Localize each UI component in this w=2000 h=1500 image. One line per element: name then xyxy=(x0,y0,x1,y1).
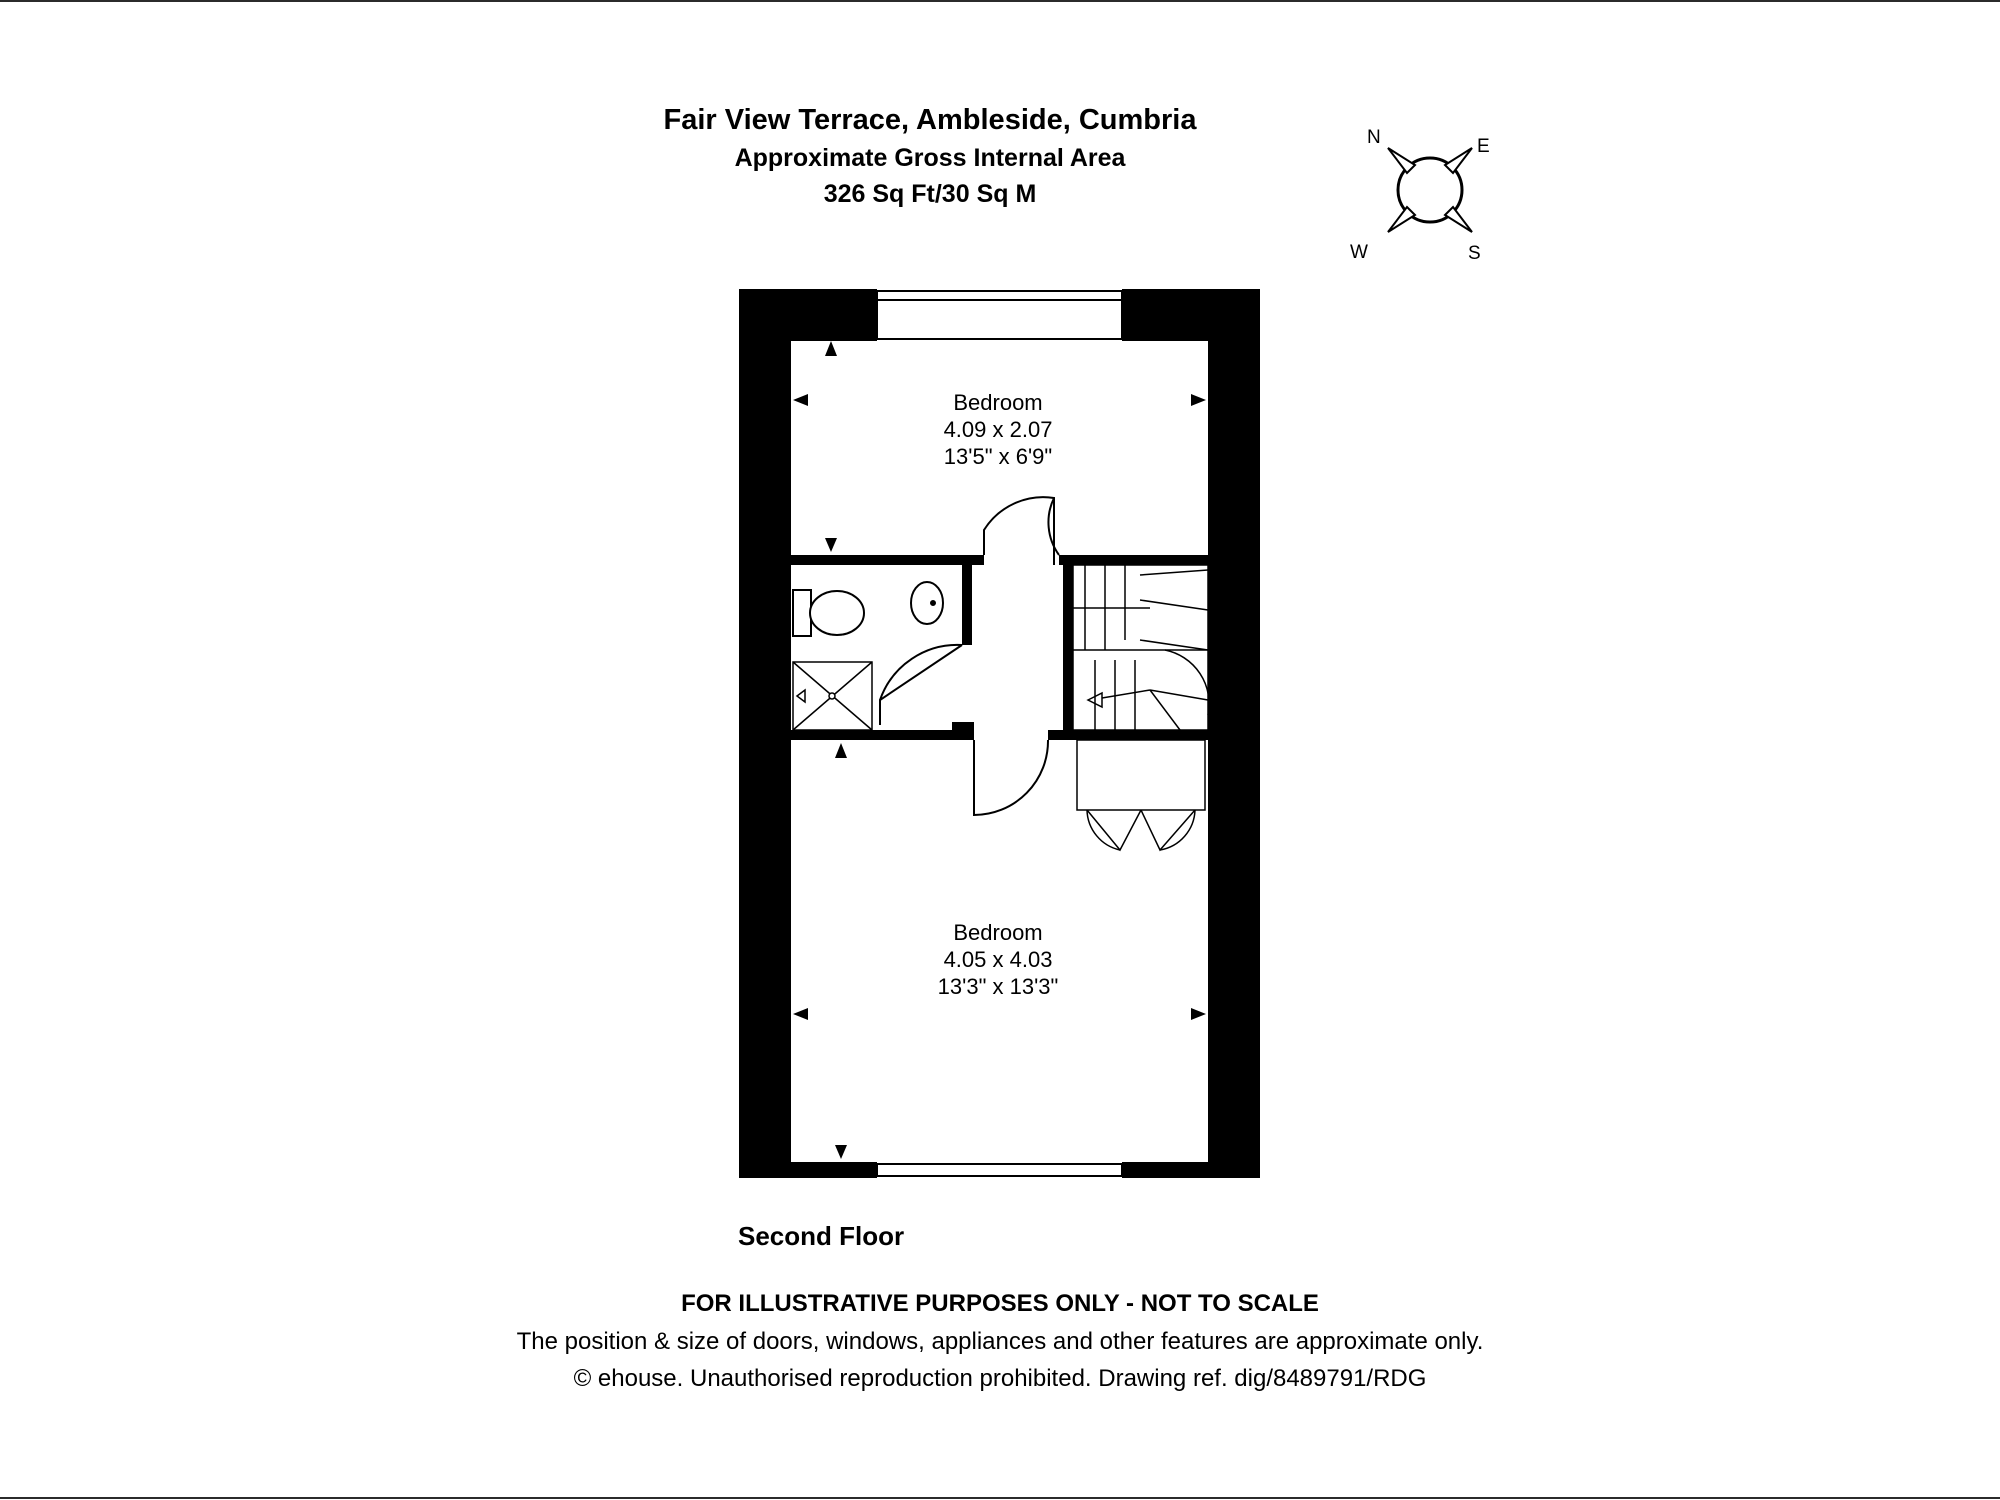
toilet-icon xyxy=(793,590,864,636)
bedroom-bottom-name: Bedroom xyxy=(953,920,1043,945)
bedroom-top-metric: 4.09 x 2.07 xyxy=(943,417,1053,442)
bedroom-top-imperial: 13'5" x 6'9" xyxy=(943,444,1053,469)
washbasin-icon xyxy=(911,582,943,624)
copyright-note: © ehouse. Unauthorised reproduction prohibited. Drawing ref. dig/8489791/RDG xyxy=(573,1365,1427,1392)
shower-icon xyxy=(793,662,872,730)
compass-west-label: W xyxy=(1350,242,1368,263)
bedroom-top-door[interactable] xyxy=(984,497,1059,565)
area-value: 326 Sq Ft/30 Sq M xyxy=(823,180,1037,208)
floor-label: Second Floor xyxy=(738,1221,905,1251)
bedroom-bottom-door[interactable] xyxy=(974,740,1048,815)
bedroom-bottom-imperial: 13'3" x 13'3" xyxy=(937,974,1059,999)
compass-east-label: E xyxy=(1477,136,1490,157)
compass-south-label: S xyxy=(1468,243,1481,264)
top-window xyxy=(877,291,1122,339)
bottom-window xyxy=(877,1164,1122,1176)
property-title: Fair View Terrace, Ambleside, Cumbria xyxy=(663,104,1197,136)
bedroom-bottom-metric: 4.05 x 4.03 xyxy=(943,947,1053,972)
bedroom-top-name: Bedroom xyxy=(953,390,1043,415)
bathroom-door[interactable] xyxy=(880,645,962,725)
compass-icon xyxy=(1388,148,1472,232)
area-subtitle: Approximate Gross Internal Area xyxy=(734,144,1126,172)
wardrobe xyxy=(1077,740,1205,850)
staircase xyxy=(1073,565,1209,730)
approximation-note: The position & size of doors, windows, appliances and other features are approximate only. xyxy=(516,1328,1484,1355)
scale-warning: FOR ILLUSTRATIVE PURPOSES ONLY - NOT TO SCALE xyxy=(681,1290,1319,1317)
compass-north-label: N xyxy=(1367,127,1381,148)
